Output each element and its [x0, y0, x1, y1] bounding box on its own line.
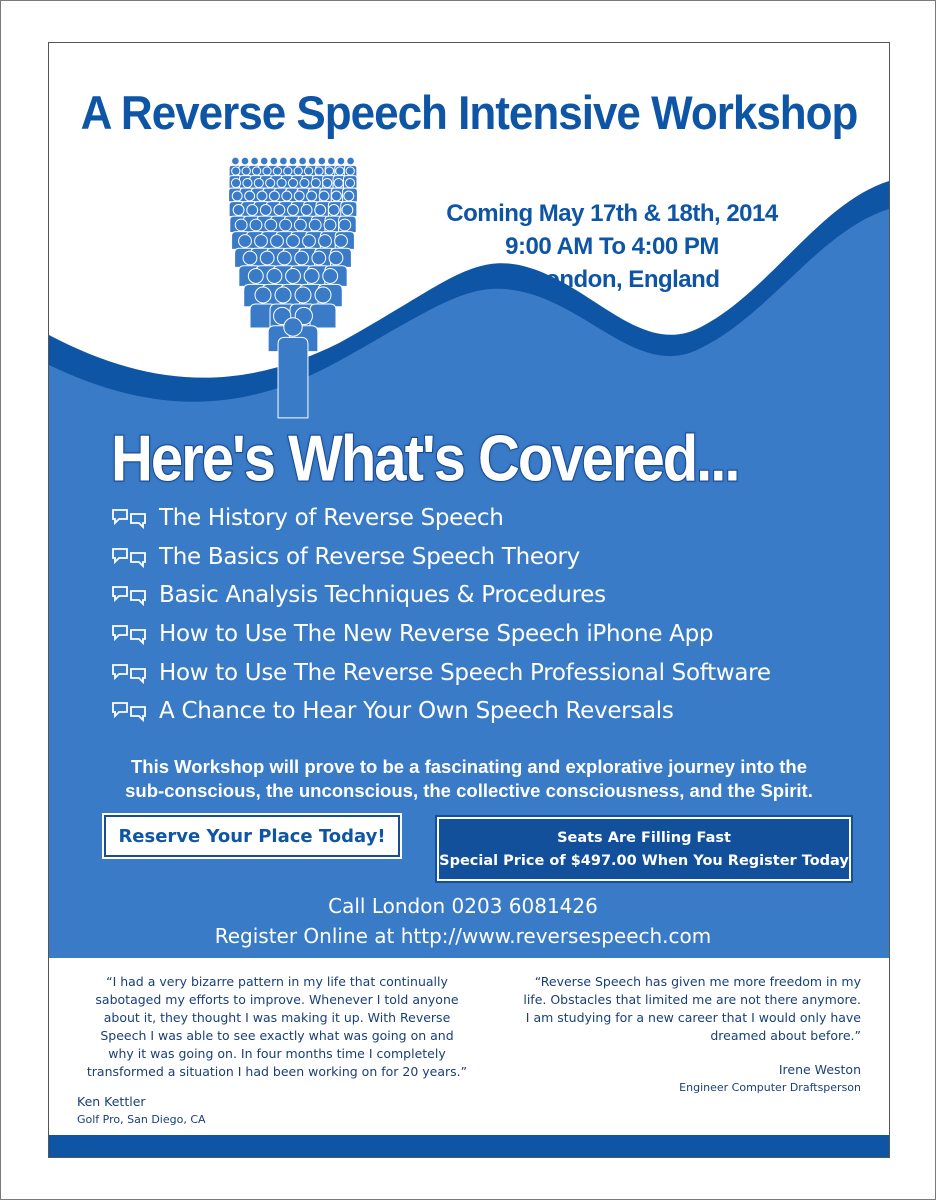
- speech-bubbles-icon: [111, 700, 147, 722]
- speech-bubbles-icon: [111, 662, 147, 684]
- testimonial-attribution: [479, 1061, 861, 1097]
- topic-label: A Chance to Hear Your Own Speech Reversals: [159, 698, 674, 725]
- speech-bubbles-icon: [111, 623, 147, 645]
- register-link[interactable]: Register Online at http://www.reversespeech.com: [214, 924, 712, 948]
- topic-list: [111, 499, 871, 731]
- list-item: [111, 615, 871, 654]
- topic-label: The Basics of Reverse Speech Theory: [159, 543, 580, 570]
- testimonial-quote: “Reverse Speech has given me more freedom in my life. Obstacles that limited me are not there anymore. I am studying for a new career that I would only have dreamed about before.”: [523, 974, 861, 1043]
- workshop-flyer: [48, 42, 890, 1158]
- reserve-place-button[interactable]: Reserve Your Place Today!: [104, 815, 400, 857]
- statement-line: This Workshop will prove to be a fascinating and explorative journey into the: [130, 756, 808, 777]
- speech-bubbles-icon: [111, 546, 147, 568]
- topic-label: How to Use The Reverse Speech Professional Software: [159, 659, 771, 686]
- testimonial-name: Ken Kettler: [77, 1094, 146, 1109]
- bottom-bar: [49, 1135, 889, 1157]
- testimonial-attribution: [77, 1093, 477, 1129]
- testimonial: [77, 973, 477, 1129]
- workshop-title: A Reverse Speech Intensive Workshop: [80, 87, 858, 140]
- list-item: [111, 576, 871, 615]
- topic-label: Basic Analysis Techniques & Procedures: [159, 582, 606, 609]
- testimonial: [479, 973, 861, 1097]
- speech-bubbles-icon: [111, 507, 147, 529]
- covered-heading: Here's What's Covered...: [111, 422, 739, 495]
- statement-line: sub-conscious, the unconscious, the collective consciousness, and the Spirit.: [125, 780, 813, 801]
- workshop-statement: [79, 755, 859, 803]
- special-price-box: [437, 817, 851, 881]
- event-details: [409, 197, 815, 296]
- list-item: [111, 653, 871, 692]
- event-location: In London, England: [504, 266, 720, 293]
- event-time: 9:00 AM To 4:00 PM: [505, 233, 719, 260]
- speech-bubbles-icon: [111, 584, 147, 606]
- contact-info: [49, 891, 877, 951]
- list-item: [111, 692, 871, 731]
- testimonial-role: Golf Pro, San Diego, CA: [77, 1113, 206, 1126]
- testimonial-name: Irene Weston: [778, 1062, 861, 1077]
- phone-number: Call London 0203 6081426: [328, 894, 598, 918]
- topic-label: How to Use The New Reverse Speech iPhone App: [159, 621, 714, 648]
- list-item: [111, 538, 871, 577]
- testimonial-role: Engineer Computer Draftsperson: [679, 1081, 861, 1094]
- event-date: Coming May 17th & 18th, 2014: [446, 200, 778, 227]
- special-price-text: Special Price of $497.00 When You Register Today: [439, 853, 849, 869]
- testimonial-quote: “I had a very bizarre pattern in my life that continually sabotaged my efforts to improve. Whenever I told anyone about it, they thought I was making it up. With Reverse Speech I was able to see exactly what was going on and why it was going on. In four months time I completely transformed a situation I had been working on for 20 years.”: [86, 974, 468, 1079]
- topic-label: The History of Reverse Speech: [159, 505, 504, 532]
- seats-filling-text: Seats Are Filling Fast: [557, 830, 731, 846]
- list-item: [111, 499, 871, 538]
